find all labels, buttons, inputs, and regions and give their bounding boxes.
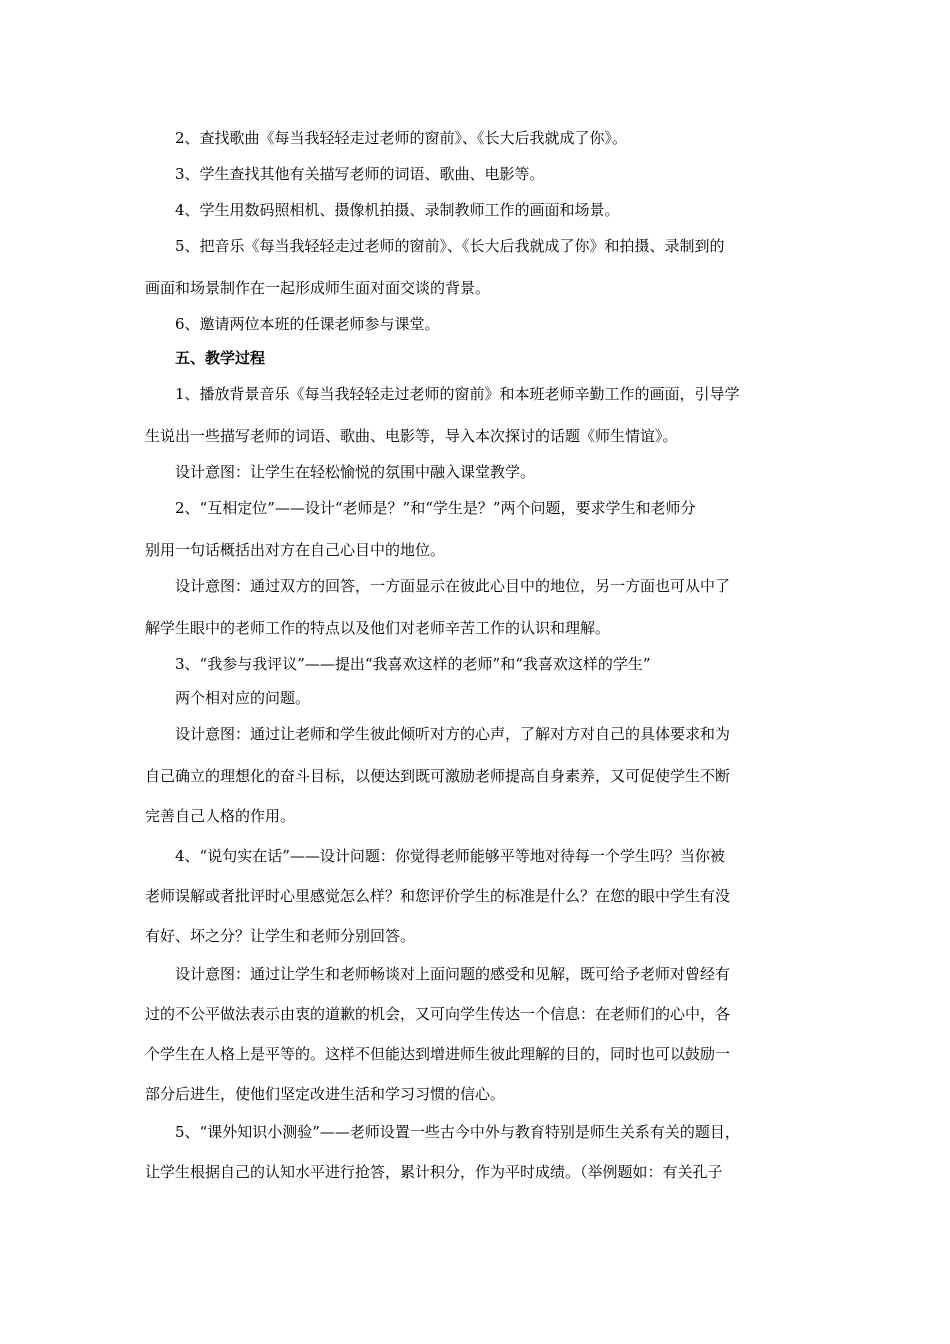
design-intent-2-line2: 解学生眼中的老师工作的特点以及他们对老师辛苦工作的认识和理解。	[145, 619, 611, 637]
section-heading: 五、教学过程	[175, 349, 266, 367]
step-4-line1: 4、“说句实在话”——设计问题：你觉得老师能够平等地对待每一个学生吗？当你被	[175, 847, 725, 865]
item-5-line2: 画面和场景制作在一起形成师生面对面交谈的背景。	[145, 279, 491, 297]
step-1-line1: 1、播放背景音乐《每当我轻轻走过老师的窗前》和本班老师辛勤工作的画面，引导学	[175, 385, 740, 403]
step-2-line2: 别用一句话概括出对方在自己心目中的地位。	[145, 541, 446, 559]
step-4-line2: 老师误解或者批评时心里感觉怎么样？和您评价学生的标准是什么？在您的眼中学生有没	[145, 887, 731, 905]
step-4-line3: 有好、坏之分？让学生和老师分别回答。	[145, 927, 416, 945]
design-intent-3-line1: 设计意图：通过让老师和学生彼此倾听对方的心声，了解对方对自己的具体要求和为	[175, 725, 731, 743]
design-intent-4-line2: 过的不公平做法表示由衷的道歉的机会，又可向学生传达一个信息：在老师们的心中，各	[145, 1005, 731, 1023]
item-3-search: 3、学生查找其他有关描写老师的词语、歌曲、电影等。	[175, 165, 545, 183]
design-intent-4-line1: 设计意图：通过让学生和老师畅谈对上面问题的感受和见解，既可给予老师对曾经有	[175, 965, 731, 983]
item-6-invite: 6、邀请两位本班的任课老师参与课堂。	[175, 315, 440, 333]
step-5-line2: 让学生根据自己的认知水平进行抢答，累计积分，作为平时成绩。（举例题如：有关孔子	[145, 1163, 723, 1181]
design-intent-4-line4: 部分后进生，使他们坚定改进生活和学习习惯的信心。	[145, 1085, 506, 1103]
design-intent-2-line1: 设计意图：通过双方的回答，一方面显示在彼此心目中的地位，另一方面也可从中了	[175, 577, 731, 595]
item-4-record: 4、学生用数码照相机、摄像机拍摄、录制教师工作的画面和场景。	[175, 201, 620, 219]
item-2-songs: 2、查找歌曲《每当我轻轻走过老师的窗前》、《长大后我就成了你》。	[175, 129, 628, 147]
item-5-line1: 5、把音乐《每当我轻轻走过老师的窗前》、《长大后我就成了你》和拍摄、录制到的	[175, 237, 725, 255]
design-intent-4-line3: 个学生在人格上是平等的。这样不但能达到增进师生彼此理解的目的，同时也可以鼓励一	[145, 1045, 731, 1063]
step-3-line2: 两个相对应的问题。	[175, 689, 311, 707]
step-3-line1: 3、“我参与我评议”——提出“我喜欢这样的老师”和“我喜欢这样的学生”	[175, 655, 651, 673]
step-5-line1: 5、“课外知识小测验”——老师设置一些古今中外与教育特别是师生关系有关的题目，	[175, 1123, 740, 1141]
design-intent-3-line2: 自己确立的理想化的奋斗目标，以便达到既可激励老师提高自身素养，又可促使学生不断	[145, 767, 731, 785]
step-1-line2: 生说出一些描写老师的词语、歌曲、电影等，导入本次探讨的话题《师生情谊》。	[145, 427, 678, 445]
design-intent-1: 设计意图：让学生在轻松愉悦的氛围中融入课堂教学。	[175, 463, 536, 481]
step-2-line1: 2、“互相定位”——设计“老师是？”和“学生是？”两个问题，要求学生和老师分	[175, 499, 696, 517]
design-intent-3-line3: 完善自己人格的作用。	[145, 807, 296, 825]
